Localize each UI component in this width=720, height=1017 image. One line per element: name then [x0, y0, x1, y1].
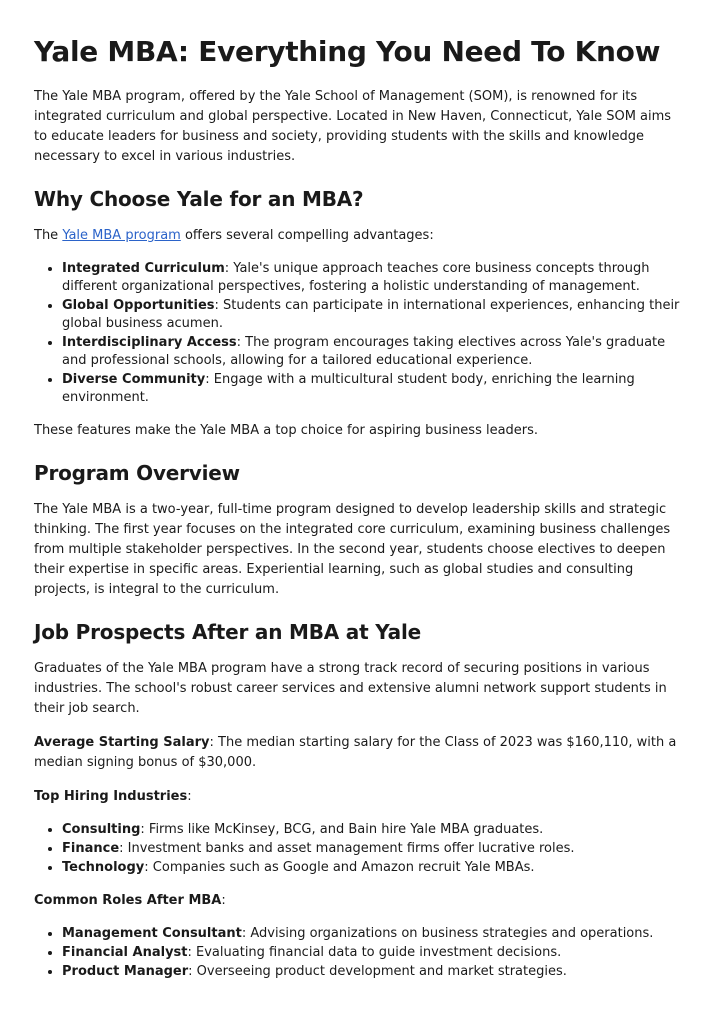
list-item-term: Interdisciplinary Access [62, 335, 237, 350]
list-item-term: Financial Analyst [62, 945, 188, 960]
overview-paragraph: The Yale MBA is a two-year, full-time program designed to develop leadership skills and strategic thinking. The first year focuses on the integrated core curriculum, examining business challenges from multiple stakeholder perspectives. In the second year, students choose electives to deepen their expertise in specific areas. Experiential learning, such as global studies and consulting projects, is integral to the curriculum. [34, 502, 671, 597]
why-closing: These features make the Yale MBA a top choice for aspiring business leaders. [34, 423, 539, 438]
industries-label [34, 787, 686, 807]
jobs-heading: Job Prospects After an MBA at Yale [34, 620, 421, 644]
list-item-term: Management Consultant [62, 926, 242, 941]
list-item-text: : Engage with a multicultural student body, enriching the learning environment. [62, 372, 635, 405]
list-item [62, 944, 686, 962]
list-item [62, 260, 686, 296]
salary-text: : The median starting salary for the Class of 2023 was $160,110, with a median signing bonus of $30,000. [34, 735, 677, 770]
page-title: Yale MBA: Everything You Need To Know [34, 35, 661, 68]
list-item-term: Global Opportunities [62, 298, 215, 313]
jobs-intro: Graduates of the Yale MBA program have a strong track record of securing positions in various industries. The school's robust career services and extensive alumni network support students in their job search. [34, 661, 667, 716]
why-lead-before: The [34, 228, 63, 243]
why-lead-after: offers several compelling advantages: [180, 228, 434, 243]
list-item-text: : The program encourages taking electives across Yale's graduate and professional schools, allowing for a tailored educational experience. [62, 335, 666, 368]
list-item-term: Finance [62, 841, 120, 856]
salary-term: Average Starting Salary [34, 735, 210, 750]
list-item-text: : Yale's unique approach teaches core business concepts through different organizational perspectives, fostering a holistic understanding of management. [62, 261, 650, 294]
list-item [62, 925, 686, 943]
list-item-term: Integrated Curriculum [62, 261, 225, 276]
industries-label-colon: : [187, 789, 192, 804]
list-item-text: : Firms like McKinsey, BCG, and Bain hire Yale MBA graduates. [140, 822, 544, 837]
roles-list [34, 925, 686, 981]
list-item [62, 840, 686, 858]
advantages-list [34, 260, 686, 407]
list-item-text: : Overseeing product development and market strategies. [188, 964, 567, 979]
list-item-term: Diverse Community [62, 372, 206, 387]
list-item [62, 821, 686, 839]
list-item [62, 334, 686, 370]
intro-paragraph: The Yale MBA program, offered by the Yale School of Management (SOM), is renowned for its integrated curriculum and global perspective. Located in New Haven, Connecticut, Yale SOM aims to educate leaders for business and society, providing students with the skills and knowledge necessary to excel in various industries. [34, 89, 672, 164]
roles-label [34, 891, 686, 911]
industries-list [34, 821, 686, 877]
roles-label-text: Common Roles After MBA [34, 893, 222, 908]
list-item-text: : Companies such as Google and Amazon recruit Yale MBAs. [144, 860, 535, 875]
list-item [62, 371, 686, 407]
list-item-text: : Evaluating financial data to guide investment decisions. [187, 945, 562, 960]
yale-mba-program-link[interactable]: Yale MBA program [62, 228, 181, 243]
industries-label-text: Top Hiring Industries [34, 789, 188, 804]
roles-label-colon: : [221, 893, 226, 908]
list-item [62, 963, 686, 981]
why-lead [34, 226, 686, 246]
list-item-term: Product Manager [62, 964, 189, 979]
why-heading: Why Choose Yale for an MBA? [34, 187, 364, 211]
list-item-term: Technology [62, 860, 145, 875]
list-item-text: : Students can participate in international experiences, enhancing their global business acumen. [62, 298, 680, 331]
list-item [62, 297, 686, 333]
salary-paragraph [34, 733, 686, 773]
list-item [62, 859, 686, 877]
list-item-text: : Advising organizations on business strategies and operations. [241, 926, 654, 941]
overview-heading: Program Overview [34, 461, 240, 485]
list-item-term: Consulting [62, 822, 141, 837]
list-item-text: : Investment banks and asset management firms offer lucrative roles. [119, 841, 575, 856]
